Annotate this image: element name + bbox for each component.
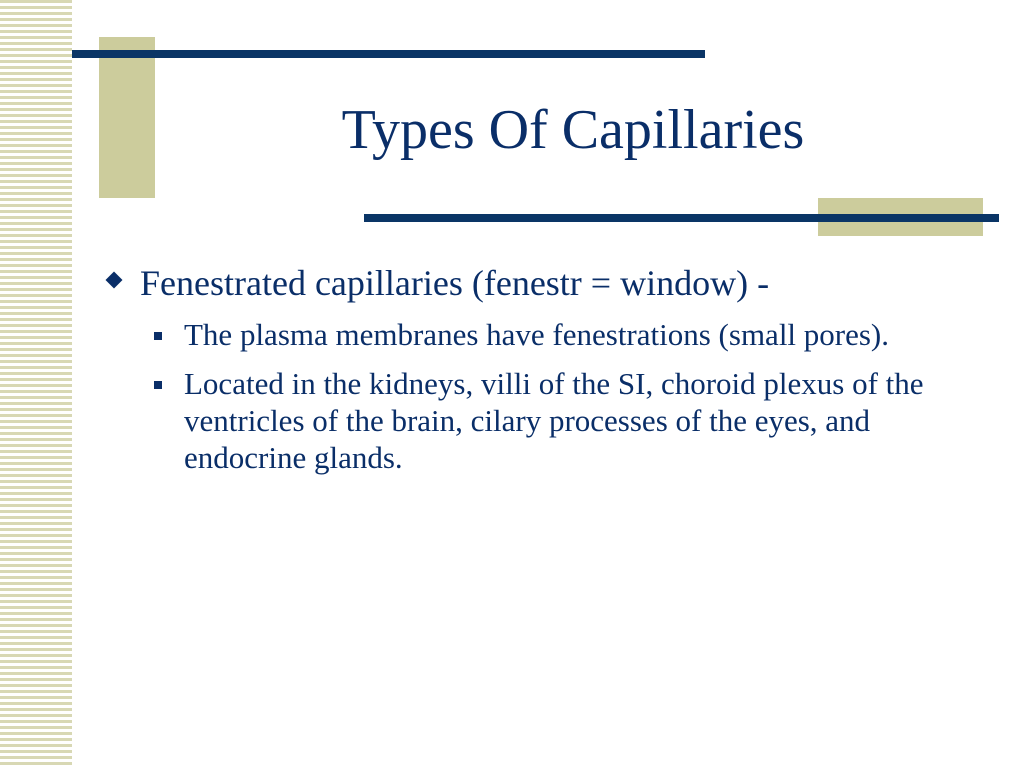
diamond-bullet-icon: [106, 272, 123, 289]
slide-title: Types Of Capillaries: [341, 99, 805, 161]
square-bullet-icon: [154, 381, 162, 389]
top-accent-block: [99, 37, 155, 198]
sub-bullet-text: The plasma membranes have fenestrations (small pores).: [184, 317, 890, 352]
bullet-text: Fenestrated capillaries (fenestr = window) -: [140, 263, 770, 303]
slide-body: [104, 260, 1004, 488]
left-stripe-band: [0, 0, 72, 768]
sub-bullet-text: Located in the kidneys, villi of the SI, choroid plexus of the ventricles of the brain, cilary processes of the eyes, and endocrine glands.: [184, 366, 924, 475]
sub-bullet-item: [184, 316, 984, 353]
bottom-rule: [364, 214, 999, 222]
top-rule: [72, 50, 705, 58]
sub-bullet-item: [184, 365, 984, 476]
bullet-item: [104, 260, 1004, 306]
square-bullet-icon: [154, 332, 162, 340]
